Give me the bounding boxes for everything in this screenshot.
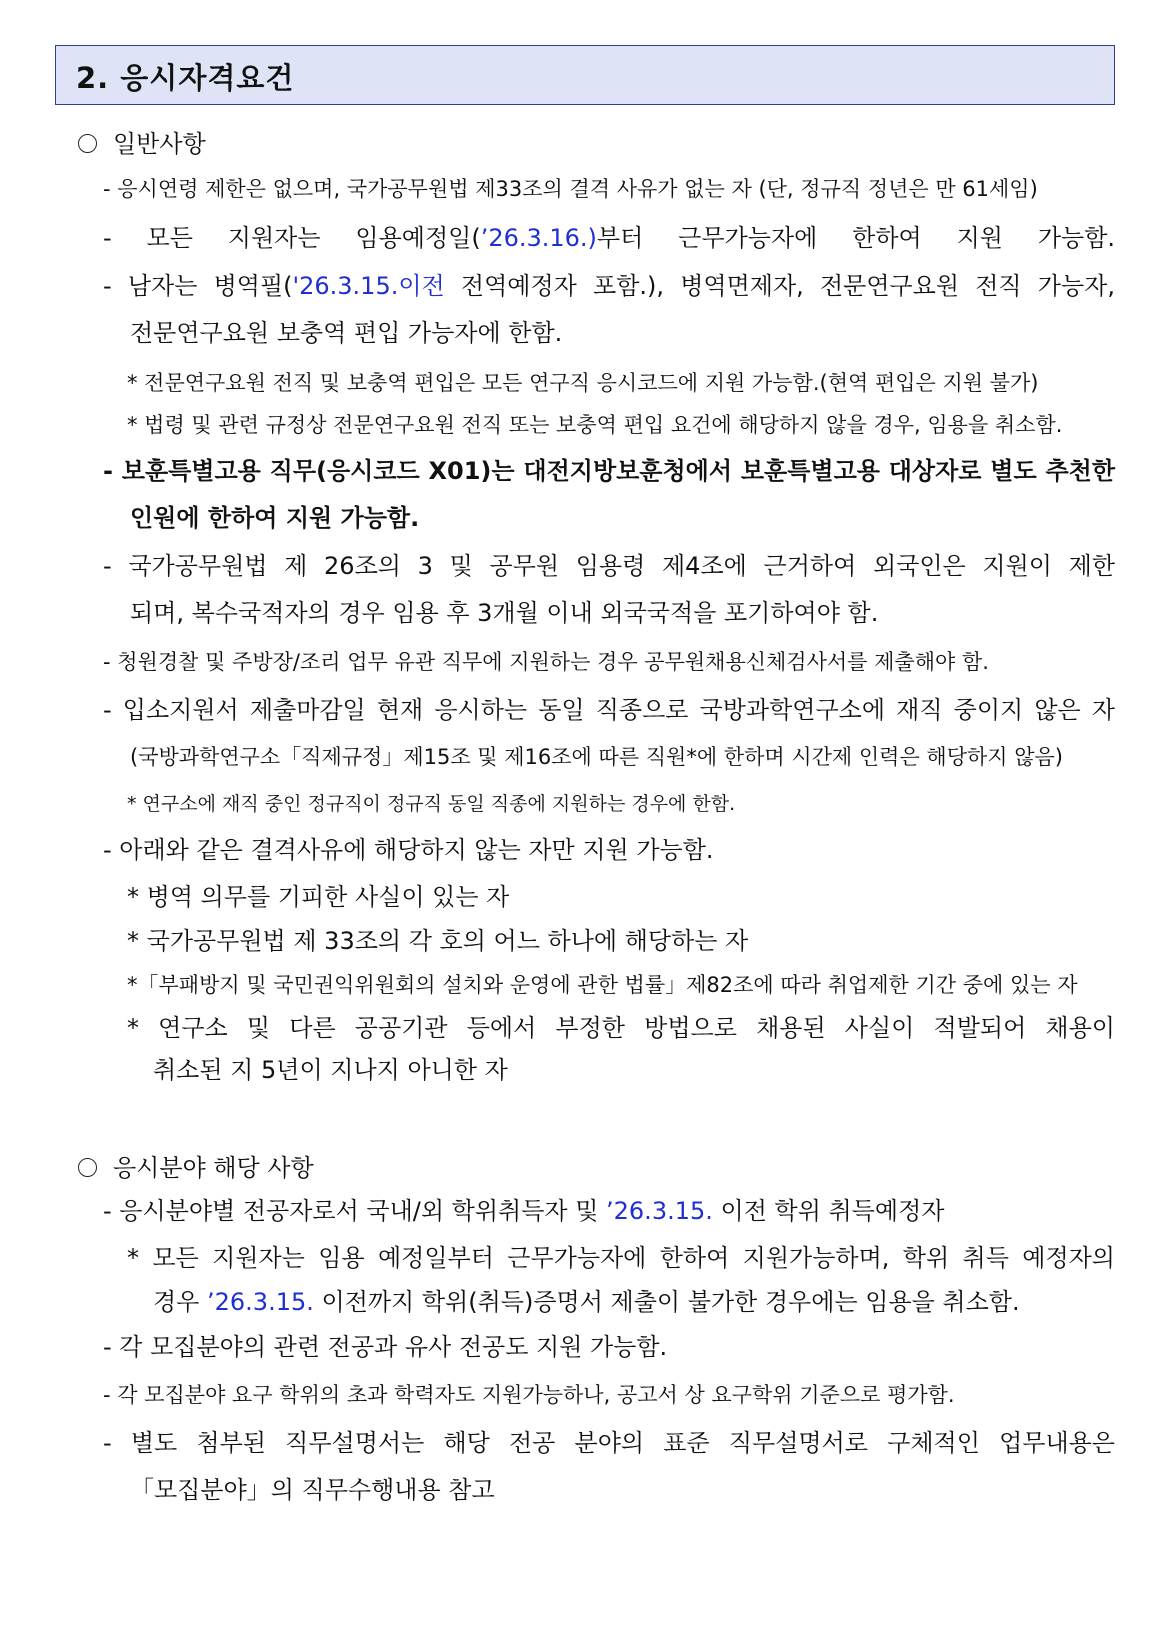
date-text: ’26.3.15. <box>606 1197 713 1225</box>
general-item-continued: (국방과학연구소「직제규정」제15조 및 제16조에 따른 직원*에 한하며 시간제 인력은 해당하지 않음) <box>130 745 1063 769</box>
general-item: - 아래와 같은 결격사유에 해당하지 않는 자만 지원 가능함. <box>103 836 714 864</box>
date-text: '26.3.15.이전 <box>292 272 445 300</box>
date-text: ’26.3.15. <box>207 1288 314 1316</box>
general-item: - 입소지원서 제출마감일 현재 응시하는 동일 직종으로 국방과학연구소에 재직 중이지 않은 자 <box>103 696 1115 724</box>
general-note: * 법령 및 관련 규정상 전문연구요원 전직 또는 보충역 편입 요건에 해당하지 않을 경우, 임용을 취소함. <box>127 413 1063 437</box>
field-note: * 모든 지원자는 임용 예정일부터 근무가능자에 한하여 지원가능하며, 학위 취득 예정자의 <box>127 1244 1115 1272</box>
date-text: ’26.3.16.) <box>480 224 597 252</box>
circle-bullet-icon <box>78 134 97 153</box>
general-item-continued: 되며, 복수국적자의 경우 임용 후 3개월 이내 외국국적을 포기하여야 함. <box>130 599 879 627</box>
general-note: * 연구소에 재직 중인 정규직이 정규직 동일 직종에 지원하는 경우에 한함. <box>127 793 736 815</box>
field-heading: 응시분야 해당 사항 <box>78 1148 314 1183</box>
disqualification-note: * 연구소 및 다른 공공기관 등에서 부정한 방법으로 채용된 사실이 적발되어 채용이 <box>127 1014 1115 1042</box>
section-header <box>55 45 1115 105</box>
circle-bullet-icon <box>78 1158 97 1177</box>
general-item: - 남자는 병역필('26.3.15.이전 전역예정자 포함.), 병역면제자, 전문연구요원 전직 가능자, <box>103 272 1115 300</box>
general-item: - 청원경찰 및 주방장/조리 업무 유관 직무에 지원하는 경우 공무원채용신체검사서를 제출해야 함. <box>103 650 989 674</box>
general-item-bold-continued: 인원에 한하여 지원 가능함. <box>130 504 420 532</box>
general-heading: 일반사항 <box>78 124 206 159</box>
general-item: - 국가공무원법 제 26조의 3 및 공무원 임용령 제4조에 근거하여 외국인은 지원이 제한 <box>103 552 1115 580</box>
field-item: - 별도 첨부된 직무설명서는 해당 전공 분야의 표준 직무설명서로 구체적인 업무내용은 <box>103 1429 1115 1457</box>
field-item: - 각 모집분야 요구 학위의 초과 학력자도 지원가능하나, 공고서 상 요구학위 기준으로 평가함. <box>103 1383 955 1407</box>
field-note-continued: 경우 ’26.3.15. 이전까지 학위(취득)증명서 제출이 불가한 경우에는 임용을 취소함. <box>153 1288 1020 1316</box>
general-item: - 모든 지원자는 임용예정일(’26.3.16.)부터 근무가능자에 한하여 지원 가능함. <box>103 224 1116 252</box>
general-item: - 응시연령 제한은 없으며, 국가공무원법 제33조의 결격 사유가 없는 자 (단, 정규직 정년은 만 61세임) <box>103 177 1038 201</box>
disqualification-note: * 국가공무원법 제 33조의 각 호의 어느 하나에 해당하는 자 <box>127 927 749 955</box>
field-item: - 응시분야별 전공자로서 국내/외 학위취득자 및 ’26.3.15. 이전 학위 취득예정자 <box>103 1197 945 1225</box>
general-item-continued: 전문연구요원 보충역 편입 가능자에 한함. <box>130 319 563 347</box>
general-note: * 전문연구요원 전직 및 보충역 편입은 모든 연구직 응시코드에 지원 가능함.(현역 편입은 지원 불가) <box>127 371 1039 395</box>
section-title: 2. 응시자격요건 <box>76 61 295 95</box>
disqualification-note-continued: 취소된 지 5년이 지나지 아니한 자 <box>153 1056 508 1084</box>
general-item-bold: - 보훈특별고용 직무(응시코드 X01)는 대전지방보훈청에서 보훈특별고용 대상자로 별도 추천한 <box>103 457 1115 485</box>
field-item-continued: 「모집분야」의 직무수행내용 참고 <box>130 1476 495 1504</box>
field-item: - 각 모집분야의 관련 전공과 유사 전공도 지원 가능함. <box>103 1333 668 1361</box>
disqualification-note: * 병역 의무를 기피한 사실이 있는 자 <box>127 883 510 911</box>
disqualification-note: *「부패방지 및 국민권익위원회의 설치와 운영에 관한 법률」제82조에 따라 취업제한 기간 중에 있는 자 <box>127 973 1078 997</box>
